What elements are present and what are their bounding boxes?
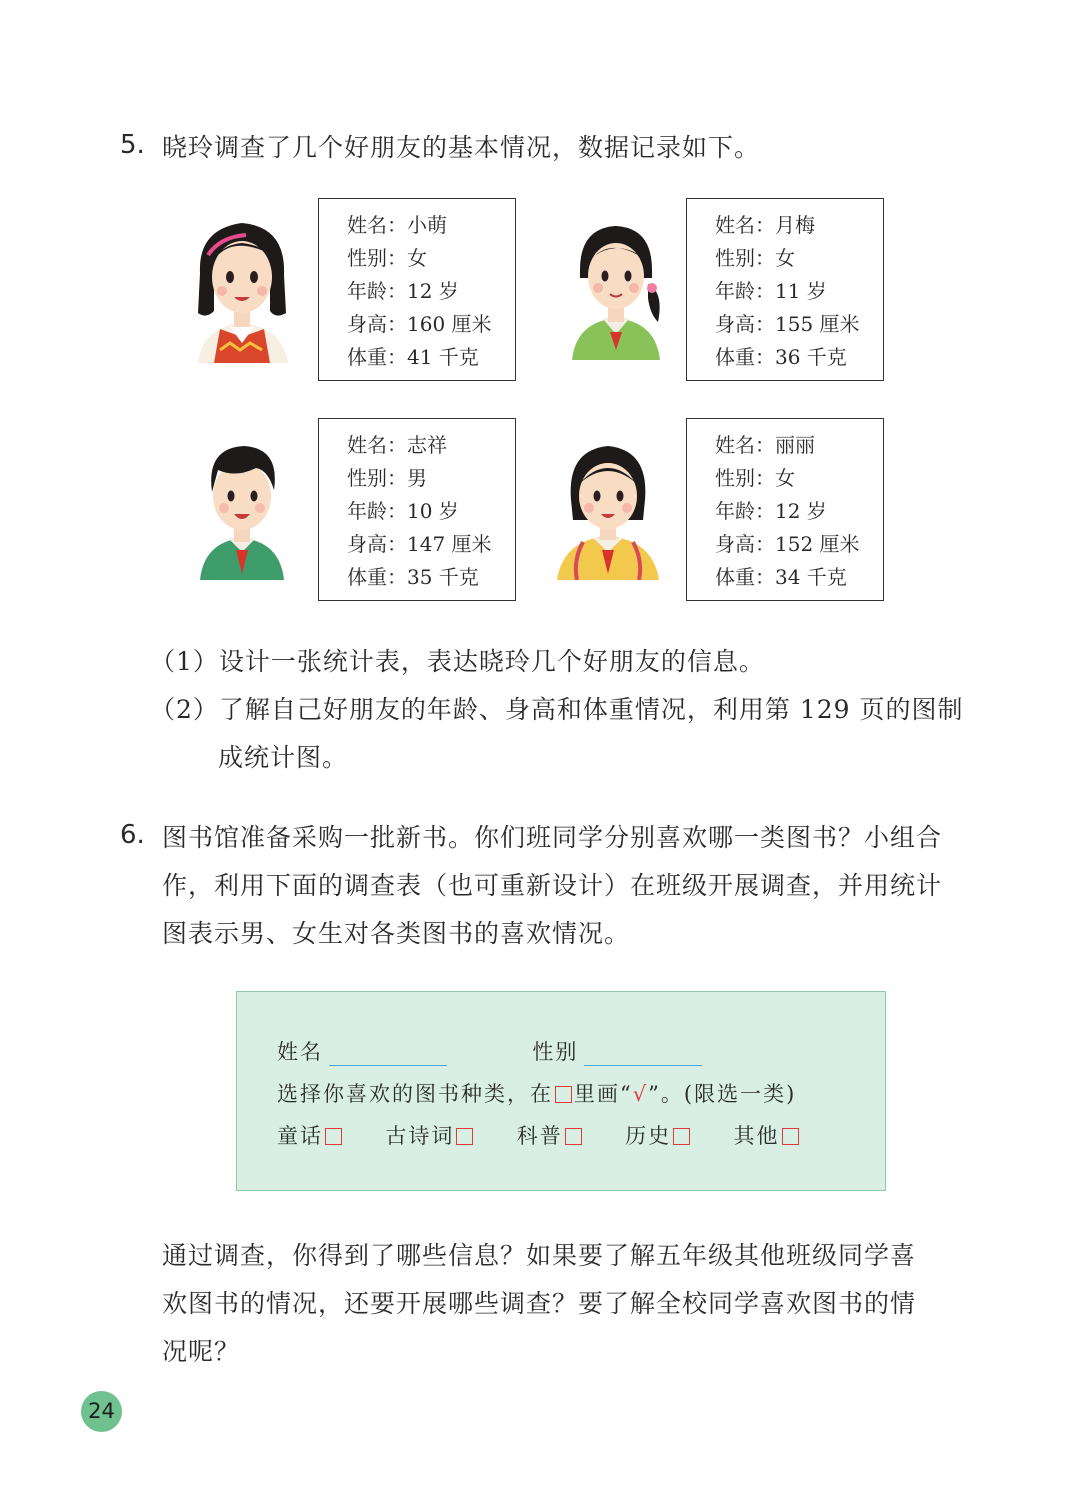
survey-instruction-part-b: 里画“: [574, 1082, 633, 1106]
question-6-followup-2: 欢图书的情况，还要开展哪些调查？要了解全校同学喜欢图书的情: [162, 1289, 917, 1318]
question-5-prompt: 晓玲调查了几个好朋友的基本情况，数据记录如下。: [162, 133, 761, 162]
category-checkbox[interactable]: [673, 1128, 690, 1145]
category-fairy-tale[interactable]: [277, 1124, 344, 1148]
friend-name: 姓名：月梅: [715, 213, 815, 237]
category-label: 童话: [277, 1124, 323, 1148]
category-science[interactable]: [517, 1124, 584, 1148]
friend-weight: 体重：34 千克: [715, 565, 847, 589]
question-6-line-2: 作，利用下面的调查表（也可重新设计）在班级开展调查，并用统计: [162, 871, 943, 900]
survey-form: [236, 991, 886, 1191]
friend-age: 年龄：12 岁: [347, 279, 459, 303]
category-label: 历史: [625, 1124, 672, 1148]
category-checkbox[interactable]: [782, 1128, 799, 1145]
friend-card-lili: [686, 418, 884, 601]
question-6-number: 6.: [120, 820, 145, 850]
survey-name-label: 姓名: [277, 1040, 323, 1064]
survey-gender-blank[interactable]: [584, 1041, 702, 1066]
friend-gender: 性别：男: [347, 466, 427, 490]
survey-name-blank[interactable]: [329, 1041, 447, 1066]
girl-xiaomeng-illustration: [190, 215, 295, 363]
question-6-line-1: 图书馆准备采购一批新书。你们班同学分别喜欢哪一类图书？小组合: [162, 823, 943, 852]
question-6-followup-3: 况呢？: [162, 1337, 241, 1366]
question-6-followup-1: 通过调查，你得到了哪些信息？如果要了解五年级其他班级同学喜: [162, 1241, 917, 1270]
checkbox-sample: [555, 1086, 572, 1103]
friend-card-yuemei: [686, 198, 884, 381]
friend-age: 年龄：10 岁: [347, 499, 459, 523]
page-number-badge: 24: [81, 1391, 122, 1432]
category-history[interactable]: [625, 1124, 692, 1148]
category-label: 古诗词: [385, 1124, 455, 1148]
friend-height: 身高：160 厘米: [347, 312, 492, 336]
friend-weight: 体重：41 千克: [347, 345, 479, 369]
category-checkbox[interactable]: [325, 1128, 342, 1145]
friend-height: 身高：152 厘米: [715, 532, 860, 556]
survey-gender-label: 性别: [532, 1040, 579, 1064]
check-mark-icon: √: [632, 1082, 649, 1106]
friend-gender: 性别：女: [347, 246, 427, 270]
question-5-subquestion-2: （2）了解自己好朋友的年龄、身高和体重情况，利用第 129 页的图制: [150, 695, 964, 724]
friend-gender: 性别：女: [715, 246, 795, 270]
friend-card-zhixiang: [318, 418, 516, 601]
friend-height: 身高：147 厘米: [347, 532, 492, 556]
friend-age: 年龄：12 岁: [715, 499, 827, 523]
survey-identity-row: [277, 1036, 702, 1066]
friend-gender: 性别：女: [715, 466, 795, 490]
friend-card-xiaomeng: [318, 198, 516, 381]
question-6-line-3: 图表示男、女生对各类图书的喜欢情况。: [162, 919, 631, 948]
survey-category-row: [277, 1120, 801, 1150]
friend-name: 姓名：志祥: [347, 433, 447, 457]
category-checkbox[interactable]: [565, 1128, 582, 1145]
survey-instruction-part-c: ”。(限选一类): [648, 1082, 797, 1106]
survey-instruction: [277, 1078, 796, 1108]
friend-height: 身高：155 厘米: [715, 312, 860, 336]
question-5-subquestion-2-cont: 成统计图。: [218, 743, 349, 772]
category-ancient-poetry[interactable]: [385, 1124, 475, 1148]
friend-weight: 体重：35 千克: [347, 565, 479, 589]
friend-weight: 体重：36 千克: [715, 345, 847, 369]
category-label: 科普: [516, 1124, 563, 1148]
friend-name: 姓名：丽丽: [715, 433, 815, 457]
boy-zhixiang-illustration: [196, 440, 288, 580]
girl-yuemei-illustration: [568, 218, 664, 360]
survey-instruction-part-a: 选择你喜欢的图书种类，在: [277, 1082, 553, 1106]
category-label: 其他: [733, 1124, 780, 1148]
girl-lili-illustration: [553, 440, 663, 580]
category-other[interactable]: [734, 1124, 801, 1148]
question-5-number: 5.: [120, 130, 145, 160]
friend-name: 姓名：小萌: [347, 213, 447, 237]
question-5-subquestion-1: （1）设计一张统计表，表达晓玲几个好朋友的信息。: [150, 647, 765, 676]
friend-age: 年龄：11 岁: [715, 279, 827, 303]
category-checkbox[interactable]: [456, 1128, 473, 1145]
